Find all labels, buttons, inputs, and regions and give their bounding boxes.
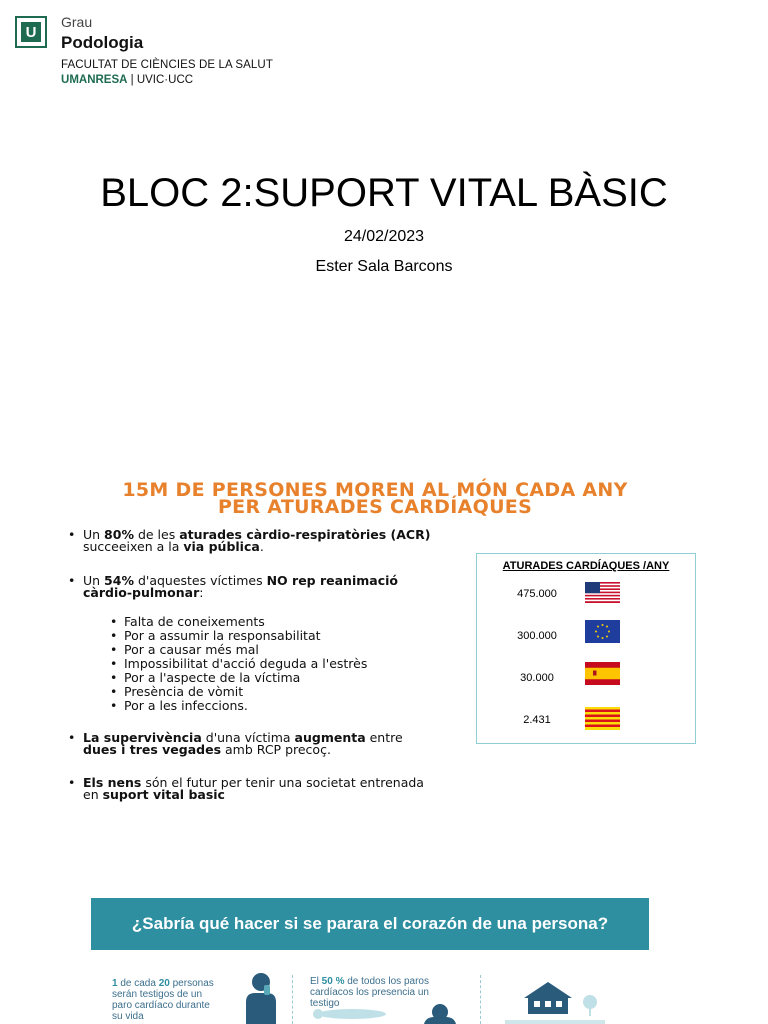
bullet-no-rcp: • Un 54% d'aquestes víctimes NO rep reanimació càrdio-pulmonar: xyxy=(68,573,398,600)
bullet-dot: • xyxy=(68,730,76,745)
stats-title: ATURADES CARDÍAQUES /ANY xyxy=(502,560,670,572)
cardiac-arrest-stats-table xyxy=(476,553,696,744)
slide2-heading xyxy=(50,479,700,518)
column-divider xyxy=(480,975,481,1024)
bullet-dot: • xyxy=(68,775,76,790)
bullet-dot: • xyxy=(68,573,76,588)
list-item: • Falta de coneixements xyxy=(110,614,265,629)
cut-off-text xyxy=(505,1017,615,1024)
list-item: • Por a les infeccions. xyxy=(110,698,248,713)
reasons-list xyxy=(110,614,368,713)
lying-person-and-witness-icon xyxy=(310,1004,470,1024)
bullet-survival: • La supervivència d'una víctima augmenta entre dues i tres vegades amb RCP precoç. xyxy=(68,730,403,757)
list-item: • Por a assumir la responsabilitat xyxy=(110,628,321,643)
author-text: Ester Sala Barcons xyxy=(315,258,453,275)
bullet-children: • Els nens són el futur per tenir una societat entrenada en suport vital basic xyxy=(68,775,424,802)
logo-letter: U xyxy=(21,22,41,42)
list-item: • Por a l'aspecte de la víctima xyxy=(110,670,301,685)
date-text: 24/02/2023 xyxy=(343,228,425,245)
list-item: • Impossibilitat d'acció deguda a l'estrès xyxy=(110,656,368,671)
stat-value-usa: 475.000 xyxy=(517,588,557,600)
header-grau: Grau xyxy=(61,14,93,30)
uni-u: U xyxy=(61,74,70,86)
spain-flag-icon xyxy=(585,662,620,685)
stat-value-eu: 300.000 xyxy=(517,630,557,642)
header-university xyxy=(61,74,193,86)
house-icon xyxy=(520,978,610,1018)
info-col-witnesses: 1 de cada 20 personas serán testigos de un paro cardíaco durante su vida xyxy=(112,978,214,1022)
stat-value-spain: 30.000 xyxy=(520,672,554,684)
stat-value-catalonia: 2.431 xyxy=(523,714,551,726)
banner-text: ¿Sabría qué hacer si se parara el corazón de una persona? xyxy=(131,914,609,933)
eu-flag-icon xyxy=(585,620,620,643)
list-item: • Por a causar més mal xyxy=(110,642,259,657)
header-faculty: FACULTAT DE CIÈNCIES DE LA SALUT xyxy=(61,59,273,71)
list-item: • Presència de vòmit xyxy=(110,684,244,699)
heading-line-1: 15M DE PERSONES MOREN AL MÓN CADA ANY xyxy=(122,479,628,501)
header-degree: Podologia xyxy=(61,33,144,52)
person-phone-icon xyxy=(244,972,278,1024)
heading-line-2: PER ATURADES CARDÍAQUES xyxy=(217,496,533,518)
usa-flag-icon xyxy=(585,582,620,603)
university-logo xyxy=(15,16,47,48)
catalonia-flag-icon xyxy=(585,707,620,730)
uni-manresa: MANRESA xyxy=(69,74,128,86)
page-title: BLOC 2:SUPORT VITAL BÀSIC xyxy=(100,171,668,215)
uni-rest: | UVIC·UCC xyxy=(127,74,194,86)
infographic-banner xyxy=(91,898,649,950)
column-divider xyxy=(292,975,293,1024)
bullet-acr: • Un 80% de les aturades càrdio-respiratòries (ACR) succeeixen a la via pública. xyxy=(68,527,431,554)
bullet-dot: • xyxy=(68,527,76,542)
info-col-half-witnessed: El 50 % de todos los paros cardíacos los presencia un testigo xyxy=(310,976,429,1009)
